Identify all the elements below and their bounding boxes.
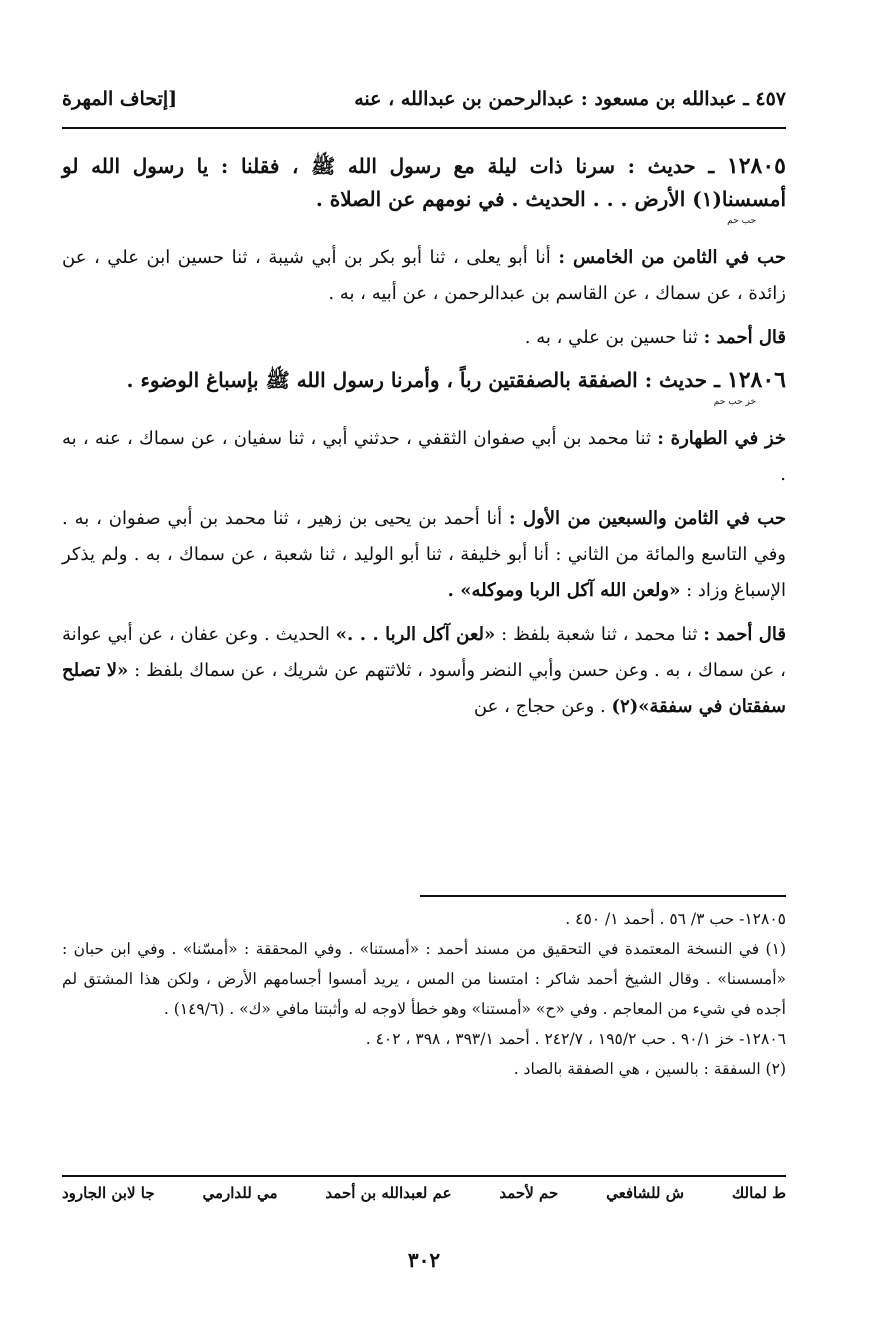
page-number: ٣٠٢ [407,1248,441,1272]
isnad-paragraph [62,617,786,725]
footnote: ١٢٨٠٦- خز ٩٠/١ . حب ١٩٥/٢ ، ٢٤٢/٧ . أحمد ٣٩٣/١ ، ٣٩٨ ، ٤٠٢ . [365,1030,786,1048]
header-book-title: [إتحاف المهرة [62,88,178,110]
quoted-wording: «لا تصلح سفقتان في سفقة»(٢) [62,660,786,717]
abbreviation: جا لابن الجارود [62,1184,155,1202]
hadith-number: ١٢٨٠٥ [726,153,786,179]
footnote: (٢) السفقة : بالسين ، هي الصفقة بالصاد . [513,1060,786,1078]
abbreviation: ط لمالك [731,1184,786,1202]
abbreviation: عم لعبدالله بن أحمد [325,1184,452,1202]
hadith-text: ـ حديث : الصفقة بالصفقتين رباً ، وأمرنا رسول الله ﷺ بإسباغ الوضوء . [126,368,720,392]
isnad-text: أنا أحمد بن يحيى بن زهير ، ثنا محمد بن أبي صفوان ، به . وفي التاسع والمائة من الثاني : أنا أبو خليفة ، ثنا أبو الوليد ، ثنا شعبة ، عن سماك ، به . ولم يذكر الإسباغ وزاد : [62,508,786,601]
hadith-number: ١٢٨٠٦ [726,367,786,393]
source-lead: خز في الطهارة : [657,428,787,449]
isnad-paragraph [62,240,786,312]
main-text [62,150,786,733]
quoted-wording: «لعن آكل الربا . . .» [335,624,496,645]
quoted-wording: «ولعن الله آكل الربا وموكله» . [447,580,681,601]
isnad-text: ثنا محمد ، ثنا شعبة بلفظ : [501,624,698,645]
source-lead: قال أحمد : [703,327,786,348]
source-lead: قال أحمد : [703,624,786,645]
header-rule [62,127,786,129]
hadith-entry [62,150,786,226]
isnad-paragraph [62,501,786,609]
hadith-sources: خز حب حم [713,397,756,407]
header-chapter-title: ٤٥٧ ـ عبدالله بن مسعود : عبدالرحمن بن عبدالله ، عنه [354,88,786,110]
abbreviations-key [62,1184,786,1202]
footnote-rule [420,895,786,897]
isnad-text: ثنا حسين بن علي ، به . [524,327,698,348]
abbreviations-rule [62,1175,786,1177]
hadith-sources: حب حم [727,216,756,226]
isnad-text: ثنا محمد بن أبي صفوان الثقفي ، حدثني أبي ، ثنا سفيان ، عن سماك ، عنه ، به . [62,428,786,485]
abbreviation: حم لأحمد [499,1184,559,1202]
isnad-paragraph [62,320,786,356]
source-lead: حب في الثامن والسبعين من الأول : [508,508,787,529]
isnad-paragraph [62,421,786,493]
footnotes [62,904,786,1084]
footnote: (١) في النسخة المعتمدة في التحقيق من مسند أحمد : «أمستنا» . وفي المحققة : «أمسّنا» . وفي ابن حبان : «أمسسنا» . وقال الشيخ أحمد شاكر : امتسنا من المس ، يريد أمسوا أجسامهم الأرض ، ولكن هذا المشتق لم أجده في شيء من المعاجم . وفي «ح» «أمستنا» وهو خطأ لاوجه له وأثبتنا مافي «ك» . (١٤٩/٦) . [62,940,786,1018]
isnad-text: الحديث . وعن عفان ، عن أبي عوانة ، عن سماك ، به . وعن حسن وأبي النضر وأسود ، ثلاثتهم عن شريك ، عن سماك بلفظ : [62,624,786,681]
source-lead: حب في الثامن من الخامس : [558,247,786,268]
abbreviation: ش للشافعي [606,1184,685,1202]
book-page [62,0,786,1325]
abbreviation: مي للدارمي [202,1184,278,1202]
hadith-entry [62,364,786,407]
hadith-text: ـ حديث : سرنا ذات ليلة مع رسول الله ﷺ ، فقلنا : يا رسول الله لو أمسسنا(١) الأرض . . . الحديث . في نومهم عن الصلاة . [62,154,786,211]
footnote: ١٢٨٠٥- حب ٣/ ٥٦ . أحمد ١/ ٤٥٠ . [565,910,786,928]
isnad-text: أنا أبو يعلى ، ثنا أبو بكر بن أبي شيبة ، ثنا حسين ابن علي ، عن زائدة ، عن سماك ، عن القاسم بن عبدالرحمن ، عن أبيه ، به . [62,247,786,304]
running-header [62,88,786,118]
isnad-text: . وعن حجاج ، عن [473,696,606,717]
